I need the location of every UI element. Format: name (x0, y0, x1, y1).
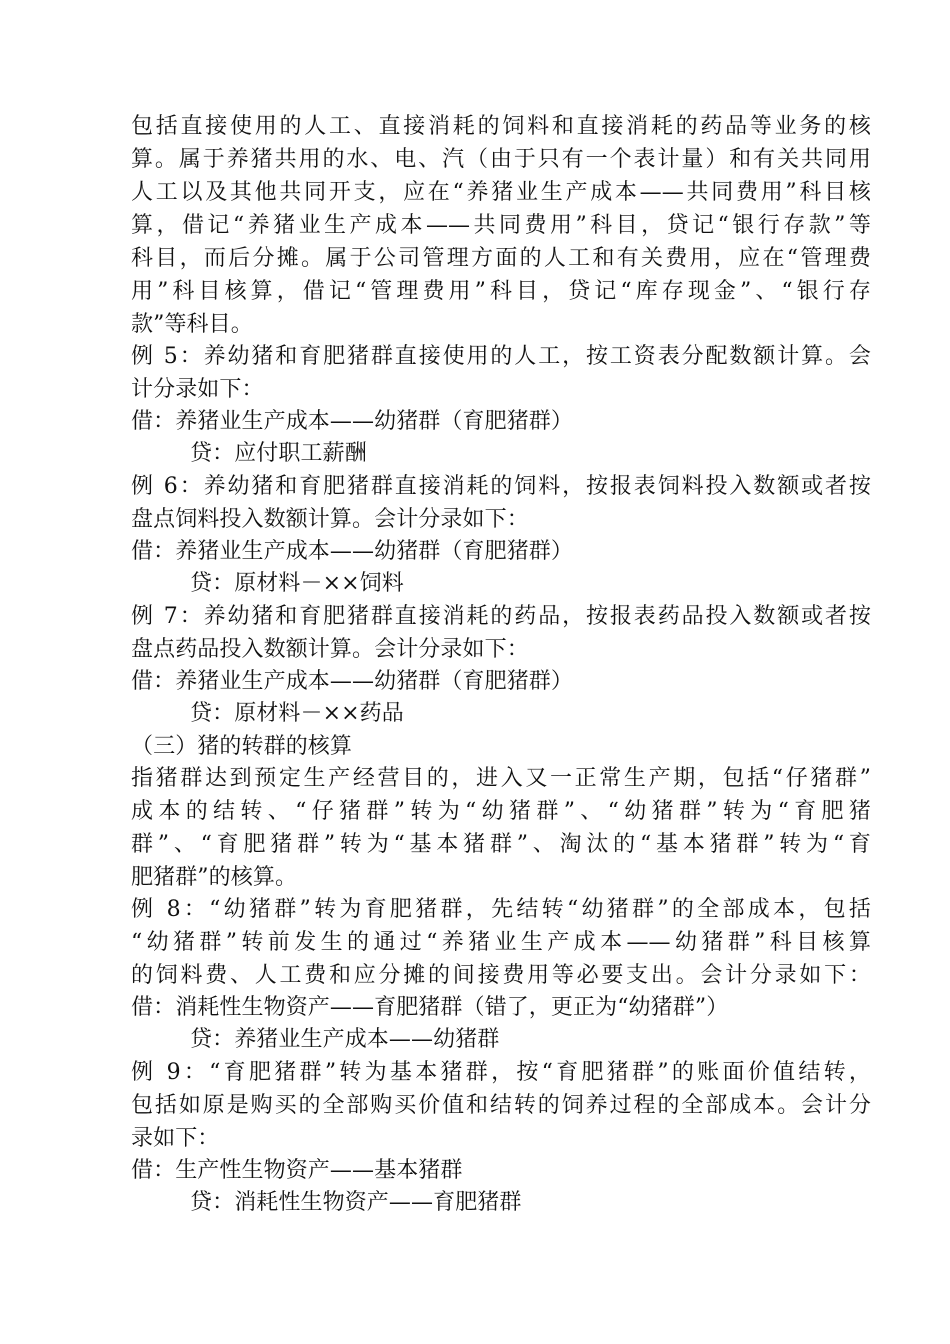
section-heading: （三）猪的转群的核算 (131, 734, 353, 759)
example-5-line: 例 5：养幼猪和育肥猪群直接使用的人工，按工资表分配数额计算。会 (131, 344, 871, 369)
paragraph-line: 算。属于养猪共用的水、电、汽（由于只有一个表计量）和有关共同用 (131, 147, 871, 172)
debit-entry: 借：养猪业生产成本——幼猪群（育肥猪群） (131, 409, 574, 434)
paragraph-line: 群”、“育肥猪群”转为“基本猪群”、淘汰的“基本猪群”转为“育 (131, 832, 871, 857)
paragraph-line: 包括直接使用的人工、直接消耗的饲料和直接消耗的药品等业务的核 (131, 114, 871, 139)
paragraph-line: 盘点药品投入数额计算。会计分录如下： (131, 637, 529, 662)
paragraph-line: 肥猪群”的核算。 (131, 865, 298, 890)
paragraph-line: 包括如原是购买的全部购买价值和结转的饲养过程的全部成本。会计分 (131, 1093, 871, 1118)
debit-entry: 借：消耗性生物资产——育肥猪群（错了，更正为“幼猪群”） (131, 995, 729, 1020)
credit-entry: 贷：养猪业生产成本——幼猪群 (190, 1027, 500, 1052)
paragraph-line: 算，借记“养猪业生产成本——共同费用”科目，贷记“银行存款”等 (131, 213, 871, 238)
example-8-line: 例 8：“幼猪群”转为育肥猪群，先结转“幼猪群”的全部成本，包括 (131, 897, 871, 922)
credit-entry: 贷：原材料－××饲料 (190, 571, 404, 596)
debit-entry: 借：生产性生物资产——基本猪群 (131, 1158, 463, 1183)
paragraph-line: 指猪群达到预定生产经营目的，进入又一正常生产期，包括“仔猪群” (131, 766, 871, 791)
paragraph-line: 科目，而后分摊。属于公司管理方面的人工和有关费用，应在“管理费 (131, 246, 871, 271)
paragraph-line: “幼猪群”转前发生的通过“养猪业生产成本——幼猪群”科目核算 (131, 930, 871, 955)
credit-entry: 贷：消耗性生物资产——育肥猪群 (190, 1190, 522, 1215)
debit-entry: 借：养猪业生产成本——幼猪群（育肥猪群） (131, 669, 574, 694)
paragraph-line: 人工以及其他共同开支，应在“养猪业生产成本——共同费用”科目核 (131, 180, 871, 205)
example-7-line: 例 7：养幼猪和育肥猪群直接消耗的药品，按报表药品投入数额或者按 (131, 604, 871, 629)
paragraph-line: 用”科目核算，借记“管理费用”科目，贷记“库存现金”、“银行存 (131, 279, 871, 304)
paragraph-line: 款”等科目。 (131, 312, 253, 337)
paragraph-line: 盘点饲料投入数额计算。会计分录如下： (131, 507, 529, 532)
debit-entry: 借：养猪业生产成本——幼猪群（育肥猪群） (131, 539, 574, 564)
paragraph-line: 成本的结转、“仔猪群”转为“幼猪群”、“幼猪群”转为“育肥猪 (131, 799, 871, 824)
credit-entry: 贷：原材料－××药品 (190, 701, 404, 726)
example-9-line: 例 9：“育肥猪群”转为基本猪群，按“育肥猪群”的账面价值结转， (131, 1060, 871, 1085)
paragraph-line: 的饲料费、人工费和应分摊的间接费用等必要支出。会计分录如下： (131, 963, 871, 988)
paragraph-line: 录如下： (131, 1126, 220, 1151)
paragraph-line: 计分录如下： (131, 377, 264, 402)
example-6-line: 例 6：养幼猪和育肥猪群直接消耗的饲料，按报表饲料投入数额或者按 (131, 474, 871, 499)
credit-entry: 贷：应付职工薪酬 (190, 441, 367, 466)
